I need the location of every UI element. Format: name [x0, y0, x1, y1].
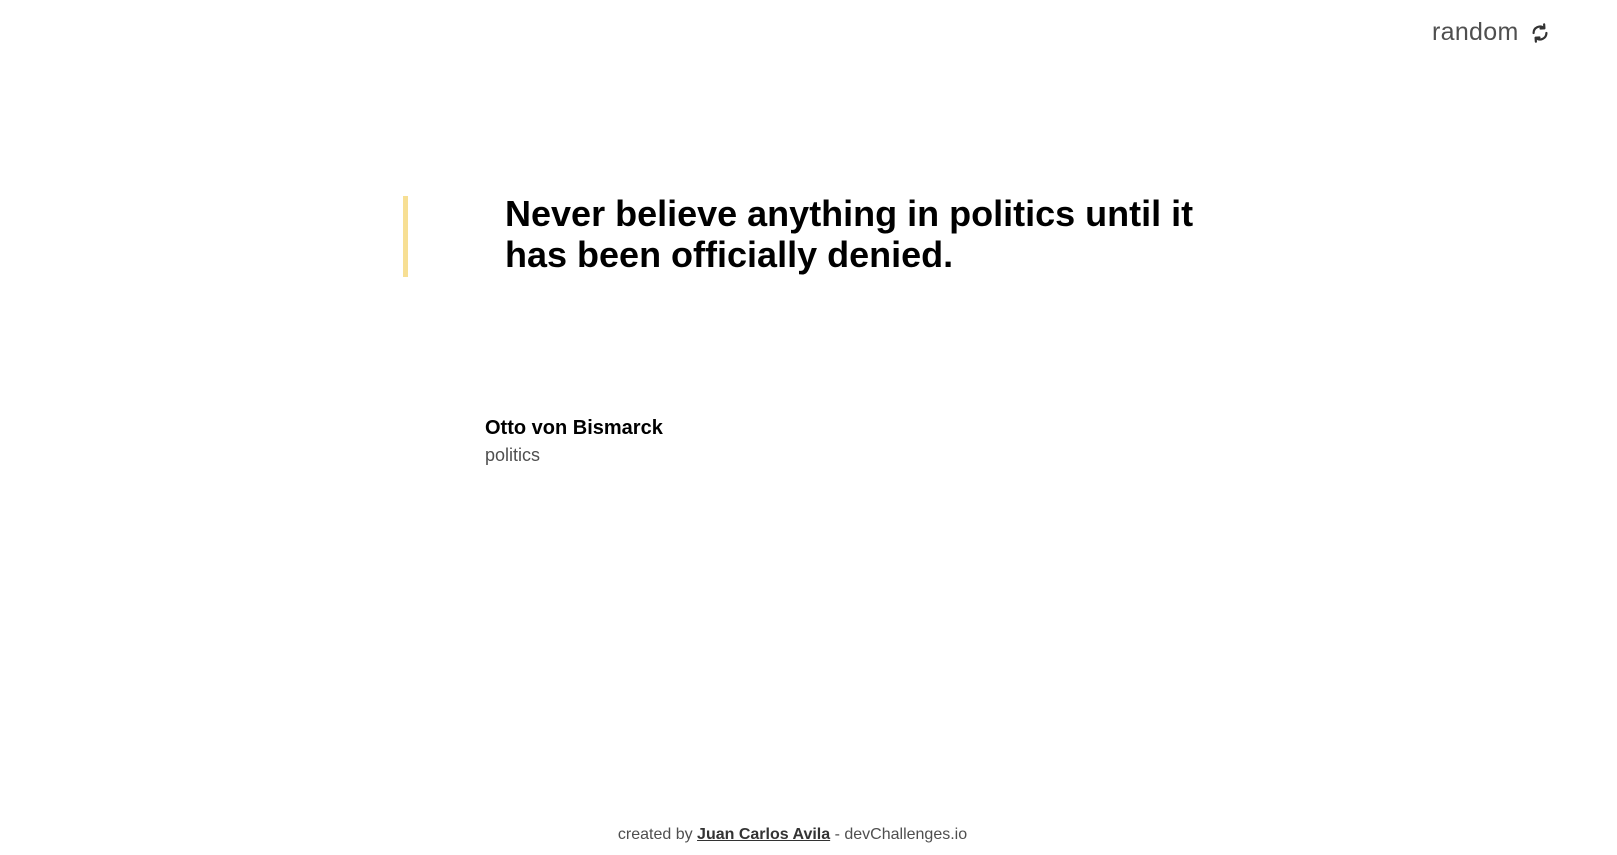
quote-accent-bar: [403, 196, 408, 277]
author-card[interactable]: [485, 415, 663, 467]
author-name: Otto von Bismarck: [485, 417, 663, 439]
author-genre: politics: [485, 445, 541, 465]
footer-prefix: created by: [617, 826, 698, 843]
random-button[interactable]: [1432, 18, 1551, 47]
quote-text: Never believe anything in politics until it has been officially denied.: [505, 193, 1194, 275]
footer-suffix: - devChallenges.io: [830, 826, 968, 843]
random-label: random: [1432, 18, 1519, 46]
footer-author-link[interactable]: Juan Carlos Avila: [697, 826, 831, 843]
footer: [0, 826, 1585, 844]
refresh-icon[interactable]: [1529, 22, 1551, 44]
